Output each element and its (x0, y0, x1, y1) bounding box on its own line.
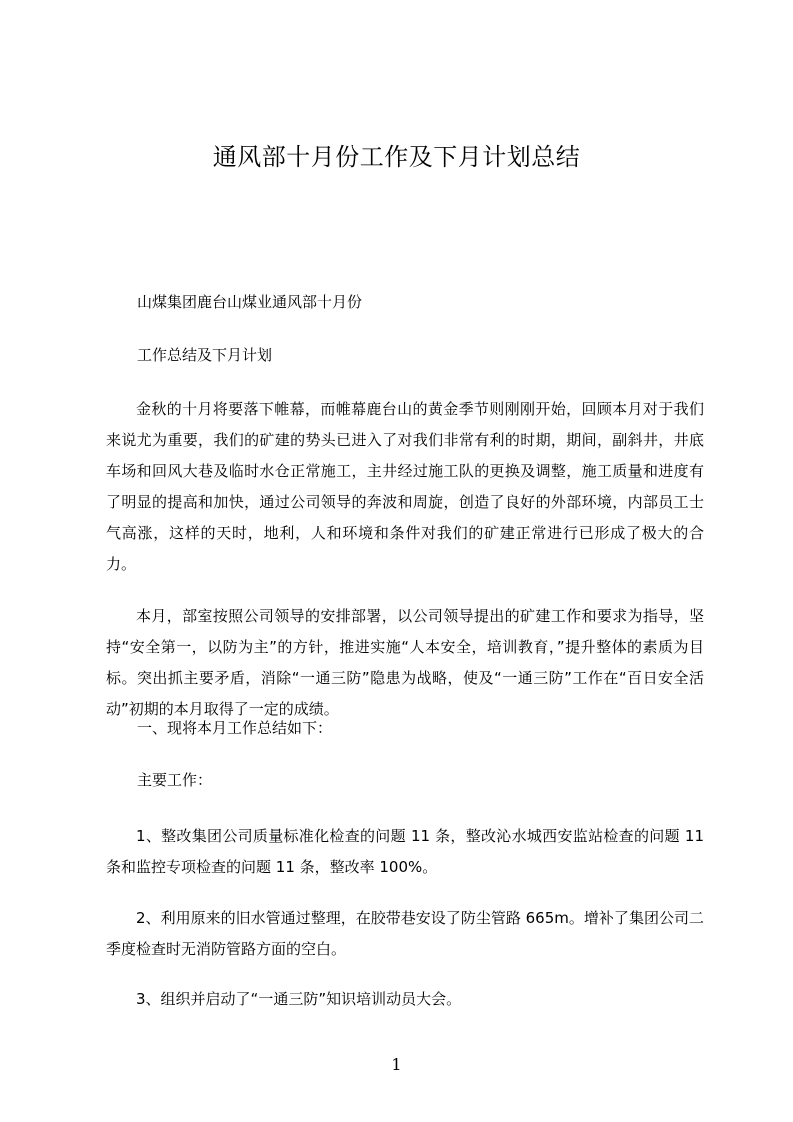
work-item-3: 3、组织并启动了“一通三防”知识培训动员大会。 (136, 990, 462, 1008)
work-item-2: 2、利用原来的旧水管通过整理，在胶带巷安设了防尘管路 665m。增补了集团公司二季度检查时无消防管路方面的空白。 (106, 909, 704, 958)
main-work-heading: 主要工作： (137, 771, 213, 789)
document-title: 通风部十月份工作及下月计划总结 (212, 143, 581, 171)
subtitle-line-2: 工作总结及下月计划 (137, 346, 273, 364)
section-heading: 一、现将本月工作总结如下： (137, 719, 333, 737)
work-item-1: 1、整改集团公司质量标准化检查的问题 11 条，整改沁水城西安监站检查的问题 11 条和监控专项检查的问题 11 条，整改率 100%。 (106, 827, 704, 876)
subtitle-line-1: 山煤集团鹿台山煤业通风部十月份 (137, 293, 363, 311)
guidance-paragraph: 本月，部室按照公司领导的安排部署，以公司领导提出的矿建工作和要求为指导，坚持“安全第一，以防为主”的方针，推进实施“人本安全，培训教育，”提升整体的素质为目标。突出抓主要矛盾，消除“一通三防”隐患为战略，使及“一通三防”工作在“百日安全活动”初期的本月取得了一定的成绩。 (106, 607, 704, 718)
intro-paragraph: 金秋的十月将要落下帷幕，而帷幕鹿台山的黄金季节则刚刚开始，回顾本月对于我们来说尤为重要，我们的矿建的势头已进入了对我们非常有利的时期，期间，副斜井，井底车场和回风大巷及临时水仓正常施工，主井经过施工队的更换及调整，施工质量和进度有了明显的提高和加快，通过公司领导的奔波和周旋，创造了良好的外部环境，内部员工士气高涨，这样的天时，地利，人和环境和条件对我们的矿建正常进行已形成了极大的合力。 (106, 400, 704, 573)
page-number: 1 (391, 1055, 402, 1074)
